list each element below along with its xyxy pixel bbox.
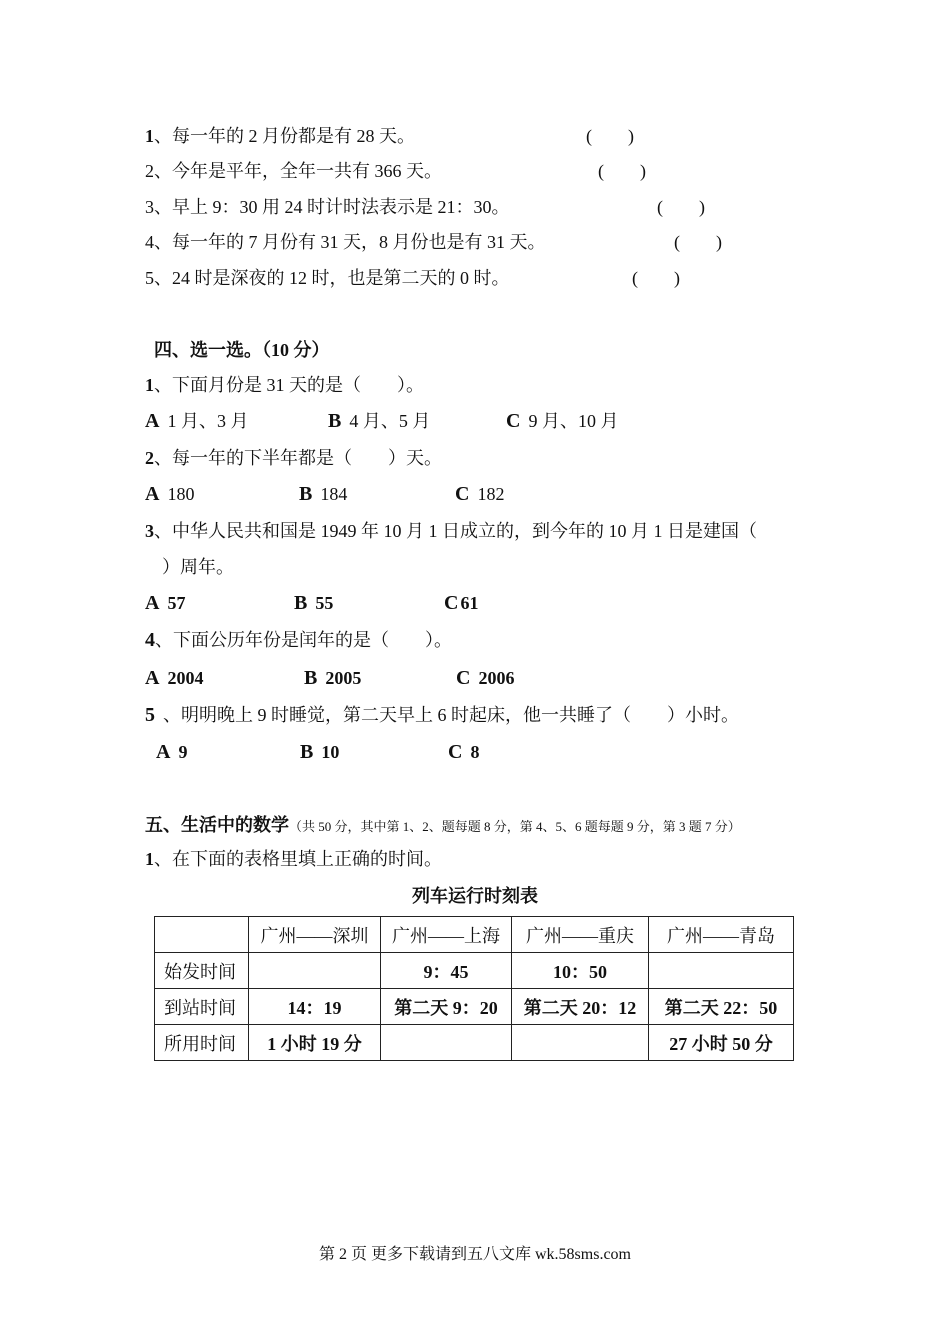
row-header: 所用时间	[155, 1025, 249, 1061]
question-text: 、下面月份是 31 天的是（ ）。	[154, 375, 424, 395]
table-cell[interactable]	[649, 953, 794, 989]
option-text: 4 月、5 月	[349, 411, 431, 431]
choice-question-1	[145, 373, 424, 397]
option-a[interactable]	[156, 740, 187, 764]
option-text: 184	[320, 484, 348, 504]
question-num: 3	[145, 521, 154, 541]
answer-paren[interactable]: ( )	[632, 268, 680, 288]
judge-item-5	[145, 266, 510, 290]
option-a[interactable]	[145, 666, 203, 690]
option-letter: C	[444, 592, 459, 614]
table-header-row	[155, 917, 794, 953]
judge-num: 1	[145, 126, 154, 146]
option-c[interactable]	[455, 482, 504, 506]
judge-text: 、24 时是深夜的 12 时，也是第二天的 0 时。	[154, 268, 510, 288]
table-title: 列车运行时刻表	[412, 886, 538, 906]
choice-question-3	[145, 519, 757, 543]
option-letter: B	[304, 667, 318, 689]
table-corner-cell	[155, 917, 249, 953]
option-b[interactable]	[328, 409, 430, 433]
table-cell[interactable]	[512, 1025, 649, 1061]
table-cell[interactable]	[249, 953, 381, 989]
question-text: 、在下面的表格里填上正确的时间。	[154, 849, 442, 869]
option-letter: B	[328, 410, 342, 432]
question-num: 2	[145, 448, 154, 468]
option-text: 2004	[167, 668, 204, 688]
column-header: 广州——上海	[381, 917, 512, 953]
judge-num: 4	[145, 232, 154, 252]
column-header: 广州——深圳	[249, 917, 381, 953]
question-num: 5	[145, 704, 155, 726]
question-num: 4	[145, 629, 155, 651]
table-cell: 1 小时 19 分	[249, 1025, 381, 1061]
option-text: 8	[470, 742, 480, 762]
option-b[interactable]	[299, 482, 347, 506]
question-text: 、下面公历年份是闰年的是（ ）。	[155, 630, 452, 650]
row-header: 到站时间	[155, 989, 249, 1025]
column-header: 广州——重庆	[512, 917, 649, 953]
option-text: 9 月、10 月	[528, 411, 619, 431]
answer-paren[interactable]: ( )	[598, 161, 646, 181]
row-header: 始发时间	[155, 953, 249, 989]
option-b[interactable]	[304, 666, 361, 690]
judge-num: 3	[145, 197, 154, 217]
option-letter: A	[145, 667, 160, 689]
option-letter: A	[156, 741, 171, 763]
choice-question-4	[145, 628, 452, 652]
judge-item-3	[145, 195, 510, 219]
option-text: 180	[167, 484, 195, 504]
table-cell: 9：45	[381, 953, 512, 989]
option-text: 57	[167, 593, 186, 613]
option-letter: B	[300, 741, 314, 763]
choice-question-2	[145, 446, 442, 470]
table-cell[interactable]	[381, 1025, 512, 1061]
section-4-heading: 四、选一选。（10 分）	[154, 340, 330, 360]
option-text: 9	[178, 742, 188, 762]
question-text-cont: ）周年。	[162, 557, 234, 577]
section-5-note: （共 50 分，其中第 1、2、题每题 8 分，第 4、5、6 题每题 9 分，第 3 题 7 分）	[289, 819, 741, 834]
option-text: 2005	[325, 668, 362, 688]
option-letter: A	[145, 410, 160, 432]
judge-item-1	[145, 124, 415, 148]
choice-question-5	[145, 703, 739, 727]
option-text: 61	[460, 593, 479, 613]
judge-text: 、早上 9：30 用 24 时计时法表示是 21：30。	[154, 197, 510, 217]
judge-num: 5	[145, 268, 154, 288]
section-5-heading	[145, 813, 741, 839]
option-letter: C	[455, 483, 470, 505]
table-cell: 第二天 9：20	[381, 989, 512, 1025]
option-c[interactable]	[444, 591, 478, 615]
option-text: 182	[477, 484, 505, 504]
option-letter: C	[448, 741, 463, 763]
option-letter: C	[456, 667, 471, 689]
option-c[interactable]	[448, 740, 479, 764]
question-num: 1	[145, 849, 154, 869]
table-cell: 14：19	[249, 989, 381, 1025]
judge-text: 、今年是平年，全年一共有 366 天。	[154, 161, 442, 181]
column-header: 广州——青岛	[649, 917, 794, 953]
answer-paren[interactable]: ( )	[674, 232, 722, 252]
table-row	[155, 1025, 794, 1061]
option-b[interactable]	[300, 740, 339, 764]
judge-item-4	[145, 230, 546, 254]
option-letter: B	[294, 592, 308, 614]
option-a[interactable]	[145, 591, 185, 615]
question-num: 1	[145, 375, 154, 395]
table-cell: 第二天 22：50	[649, 989, 794, 1025]
question-text: 、明明晚上 9 时睡觉，第二天早上 6 时起床，他一共睡了（ ）小时。	[163, 705, 739, 725]
table-cell: 27 小时 50 分	[649, 1025, 794, 1061]
table-row	[155, 989, 794, 1025]
answer-paren[interactable]: ( )	[586, 126, 634, 146]
section-5-title: 五、生活中的数学	[145, 815, 289, 835]
judge-text: 、每一年的 2 月份都是有 28 天。	[154, 126, 415, 146]
table-row	[155, 953, 794, 989]
option-a[interactable]	[145, 409, 248, 433]
table-question	[145, 847, 442, 871]
option-b[interactable]	[294, 591, 333, 615]
judge-text: 、每一年的 7 月份有 31 天，8 月份也是有 31 天。	[154, 232, 546, 252]
option-c[interactable]	[456, 666, 514, 690]
question-text: 、每一年的下半年都是（ ）天。	[154, 448, 442, 468]
option-text: 1 月、3 月	[167, 411, 249, 431]
option-text: 2006	[478, 668, 515, 688]
question-text: 、中华人民共和国是 1949 年 10 月 1 日成立的，到今年的 10 月 1 日是建国（	[154, 521, 757, 541]
option-c[interactable]	[506, 409, 618, 433]
judge-num: 2	[145, 161, 154, 181]
option-text: 10	[321, 742, 340, 762]
train-timetable	[154, 916, 794, 1061]
table-cell: 10：50	[512, 953, 649, 989]
option-letter: A	[145, 483, 160, 505]
option-letter: B	[299, 483, 313, 505]
judge-item-2	[145, 159, 442, 183]
page-footer: 第 2 页 更多下载请到五八文库 wk.58sms.com	[318, 1246, 631, 1263]
option-letter: A	[145, 592, 160, 614]
option-a[interactable]	[145, 482, 194, 506]
option-text: 55	[315, 593, 334, 613]
table-cell: 第二天 20：12	[512, 989, 649, 1025]
answer-paren[interactable]: ( )	[657, 197, 705, 217]
option-letter: C	[506, 410, 521, 432]
